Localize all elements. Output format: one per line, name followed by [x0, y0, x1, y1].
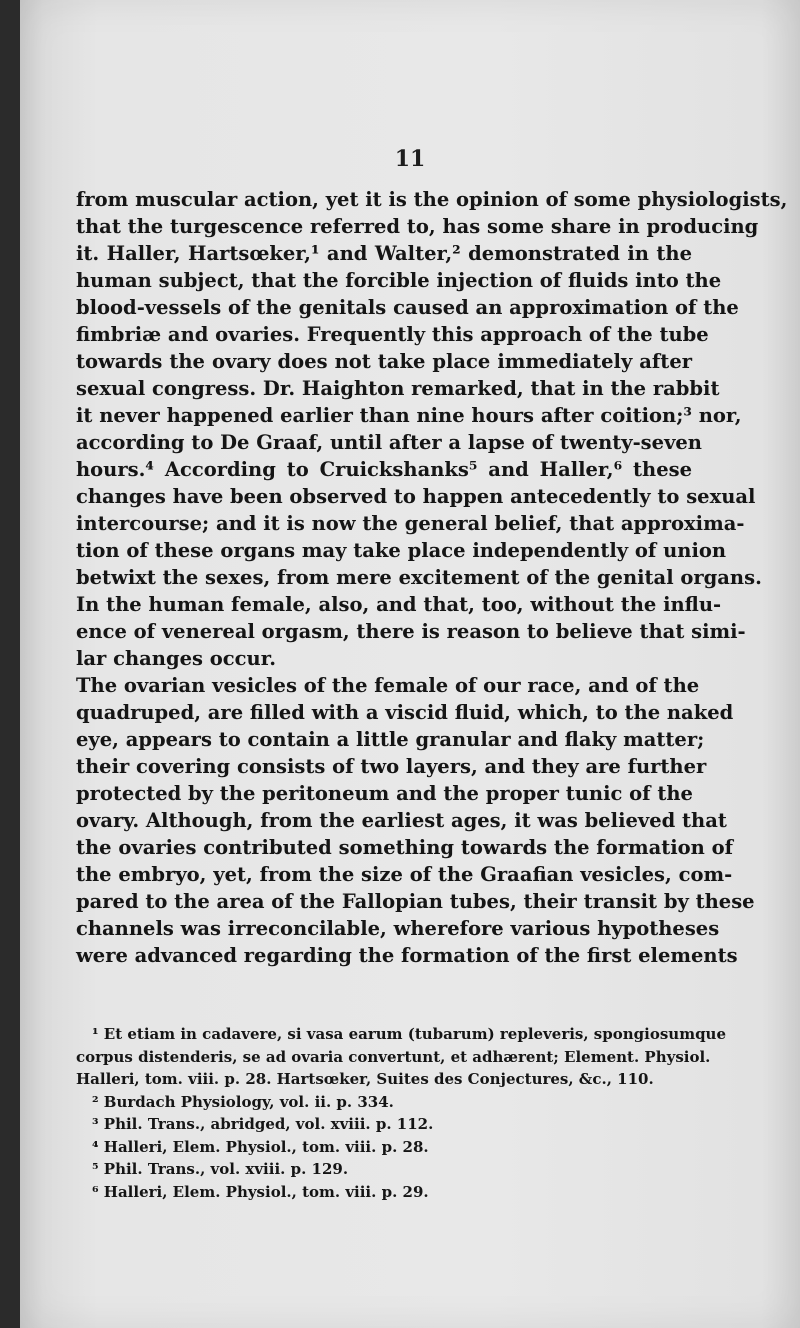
body-line: eye, appears to contain a little granular and flaky matter;	[76, 728, 705, 751]
body-line: betwixt the sexes, from mere excitement of the genital organs.	[76, 566, 762, 589]
body-text	[76, 186, 788, 969]
body-line: channels was irreconcilable, wherefore various hypotheses	[76, 917, 720, 940]
body-line: intercourse; and it is now the general belief, that approxima-	[76, 512, 745, 535]
body-line: pared to the area of the Fallopian tubes, their transit by these	[76, 890, 755, 913]
body-line: sexual congress. Dr. Haighton remarked, that in the rabbit	[76, 377, 720, 400]
body-line: the embryo, yet, from the size of the Graafian vesicles, com-	[76, 863, 733, 886]
body-line: blood-vessels of the genitals caused an approximation of the	[76, 296, 739, 319]
body-line: it. Haller, Hartsœker,¹ and Walter,² demonstrated in the	[76, 242, 692, 265]
body-line: tion of these organs may take place independently of union	[76, 539, 727, 562]
footnote-line: ⁵ Phil. Trans., vol. xviii. p. 129.	[92, 1160, 349, 1178]
body-line: the ovaries contributed something towards the formation of	[76, 836, 734, 859]
body-line: their covering consists of two layers, and they are further	[76, 755, 707, 778]
footnote-line: ³ Phil. Trans., abridged, vol. xviii. p. 112.	[92, 1115, 434, 1133]
footnote-line: ² Burdach Physiology, vol. ii. p. 334.	[92, 1092, 394, 1111]
body-line: ovary. Although, from the earliest ages, it was believed that	[76, 809, 727, 832]
body-line: were advanced regarding the formation of the first elements	[76, 944, 738, 967]
body-line: that the turgescence referred to, has some share in producing	[76, 215, 759, 238]
body-line: according to De Graaf, until after a lapse of twenty-seven	[76, 431, 702, 454]
body-line: it never happened earlier than nine hours after coition;³ nor,	[76, 404, 742, 427]
footnote-line: ⁴ Halleri, Elem. Physiol., tom. viii. p. 28.	[92, 1137, 429, 1156]
book-page	[20, 0, 800, 1328]
body-line: changes have been observed to happen antecedently to sexual	[76, 485, 756, 508]
footnote-line: ¹ Et etiam in cadavere, si vasa earum (tubarum) repleveris, spongiosumque	[92, 1025, 727, 1043]
body-line: hours.⁴ According to Cruickshanks⁵ and Haller,⁶ these	[76, 458, 692, 481]
body-line: quadruped, are filled with a viscid fluid, which, to the naked	[76, 701, 734, 724]
body-line: lar changes occur.	[76, 647, 276, 670]
body-line: towards the ovary does not take place immediately after	[76, 350, 692, 373]
footnote-line: Halleri, tom. viii. p. 28. Hartsœker, Suites des Conjectures, &c., 110.	[76, 1070, 654, 1088]
body-line: ence of venereal orgasm, there is reason to believe that simi-	[76, 620, 746, 643]
body-line: human subject, that the forcible injection of fluids into the	[76, 269, 722, 292]
page-number: 11	[394, 146, 426, 172]
body-line: protected by the peritoneum and the proper tunic of the	[76, 782, 693, 805]
footnote-line: ⁶ Halleri, Elem. Physiol., tom. viii. p. 29.	[92, 1182, 429, 1201]
body-line: fimbriæ and ovaries. Frequently this approach of the tube	[76, 323, 709, 346]
body-line: from muscular action, yet it is the opinion of some physiologists,	[76, 188, 788, 211]
body-line: The ovarian vesicles of the female of our race, and of the	[76, 674, 700, 697]
body-line: In the human female, also, and that, too, without the influ-	[76, 593, 722, 616]
footnotes	[76, 1023, 727, 1203]
footnote-line: corpus distenderis, se ad ovaria convertunt, et adhærent; Element. Physiol.	[76, 1047, 711, 1066]
